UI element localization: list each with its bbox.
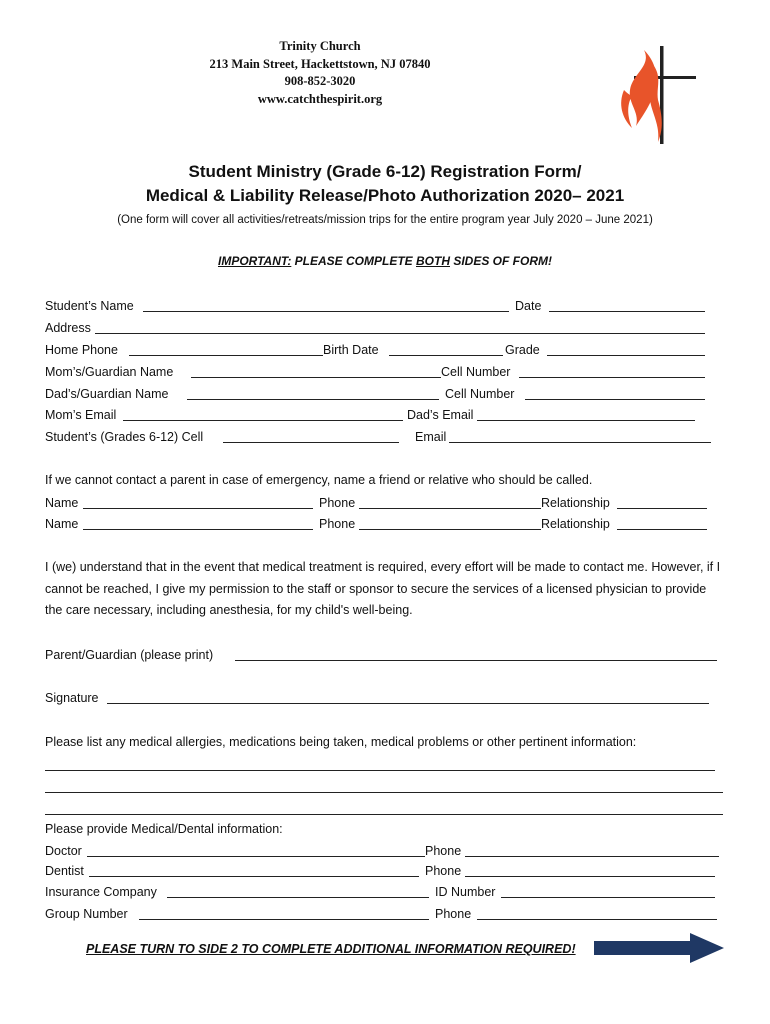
emergency-name-label-2: Name	[45, 517, 79, 531]
dad-email-label: Dad’s Email	[407, 408, 474, 422]
emergency-phone-label-1: Phone	[319, 496, 356, 510]
dentist-phone-field[interactable]	[465, 876, 715, 877]
signature-field[interactable]	[107, 703, 709, 704]
dad-cell-field[interactable]	[525, 399, 705, 400]
row-home-phone	[45, 340, 725, 360]
medical-info-line-2[interactable]	[45, 792, 723, 793]
medical-dental-heading: Please provide Medical/Dental information:	[45, 822, 283, 836]
grade-field[interactable]	[547, 355, 705, 356]
row-doctor	[45, 841, 725, 861]
dentist-label: Dentist	[45, 864, 84, 878]
row-emergency-2	[45, 514, 725, 534]
mom-cell-label: Cell Number	[441, 365, 511, 379]
important-lead: IMPORTANT:	[217, 254, 292, 268]
emergency-relationship-field-2[interactable]	[617, 529, 707, 530]
doctor-phone-label: Phone	[425, 844, 462, 858]
mom-email-field[interactable]	[123, 420, 403, 421]
emergency-relationship-label-1: Relationship	[541, 496, 610, 510]
doctor-phone-field[interactable]	[465, 856, 719, 857]
important-mid: PLEASE COMPLETE	[291, 254, 416, 268]
dad-cell-label: Cell Number	[445, 387, 515, 401]
mom-cell-field[interactable]	[519, 377, 705, 378]
student-cell-label: Student’s (Grades 6-12) Cell	[45, 430, 204, 444]
doctor-label: Doctor	[45, 844, 82, 858]
row-student-cell	[45, 427, 725, 447]
consent-paragraph: I (we) understand that in the event that medical treatment is required, every effort will be made to contact me. However, if I cannot be reached, I give my permission to the staff or sponsor to secure the services of a licensed physician to provide the care necessary, including anesthesia, for my child's well-being.	[45, 560, 721, 617]
row-mom-name	[45, 362, 725, 382]
row-student-name	[45, 296, 725, 316]
row-emails	[45, 405, 725, 425]
arrow-right-icon[interactable]	[592, 932, 726, 964]
grade-label: Grade	[505, 343, 540, 357]
guardian-print-field[interactable]	[235, 660, 717, 661]
turn-page-notice: PLEASE TURN TO SIDE 2 TO COMPLETE ADDITIONAL INFORMATION REQUIRED!	[86, 942, 576, 956]
id-number-label: ID Number	[435, 885, 496, 899]
emergency-relationship-field-1[interactable]	[617, 508, 707, 509]
emergency-phone-label-2: Phone	[319, 517, 356, 531]
birth-date-field[interactable]	[389, 355, 503, 356]
address-label: Address	[45, 321, 91, 335]
row-signature	[45, 688, 725, 708]
row-dad-name	[45, 384, 725, 404]
student-name-field[interactable]	[143, 311, 509, 312]
dentist-field[interactable]	[89, 876, 419, 877]
row-guardian-print	[45, 645, 725, 665]
form-subtitle: (One form will cover all activities/retreats/mission trips for the entire program year July 2020 – June 2021)	[117, 214, 653, 226]
address-field[interactable]	[95, 333, 705, 334]
emergency-phone-field-1[interactable]	[359, 508, 541, 509]
church-phone: 908-852-3020	[284, 74, 356, 88]
medical-info-line-3[interactable]	[45, 814, 723, 815]
guardian-print-label: Parent/Guardian (please print)	[45, 648, 214, 662]
insurance-field[interactable]	[167, 897, 429, 898]
church-header	[150, 38, 490, 108]
student-email-field[interactable]	[449, 442, 711, 443]
church-address: 213 Main Street, Hackettstown, NJ 07840	[209, 56, 431, 71]
form-title-line2: Medical & Liability Release/Photo Authorization 2020– 2021	[145, 186, 625, 205]
dad-email-field[interactable]	[477, 420, 695, 421]
student-cell-field[interactable]	[223, 442, 399, 443]
home-phone-field[interactable]	[129, 355, 323, 356]
form-title-line1: Student Ministry (Grade 6-12) Registration Form/	[188, 162, 582, 181]
doctor-field[interactable]	[87, 856, 425, 857]
important-tail: SIDES OF FORM!	[450, 254, 552, 268]
id-number-field[interactable]	[501, 897, 715, 898]
signature-label: Signature	[45, 691, 99, 705]
medical-info-line-1[interactable]	[45, 770, 715, 771]
cross-and-flame-icon	[614, 44, 698, 148]
emergency-name-field-2[interactable]	[83, 529, 313, 530]
mom-name-field[interactable]	[191, 377, 441, 378]
important-notice	[40, 254, 730, 268]
row-address	[45, 318, 725, 338]
group-number-field[interactable]	[139, 919, 429, 920]
medical-prompt: Please list any medical allergies, medications being taken, medical problems or other pertinent information:	[45, 735, 637, 749]
emergency-relationship-label-2: Relationship	[541, 517, 610, 531]
group-phone-label: Phone	[435, 907, 472, 921]
dentist-phone-label: Phone	[425, 864, 462, 878]
important-both: BOTH	[416, 254, 450, 268]
church-website: www.catchthespirit.org	[257, 91, 383, 106]
emergency-name-field-1[interactable]	[83, 508, 313, 509]
home-phone-label: Home Phone	[45, 343, 118, 357]
dad-name-field[interactable]	[187, 399, 439, 400]
church-name: Trinity Church	[279, 39, 361, 53]
date-field[interactable]	[549, 311, 705, 312]
insurance-label: Insurance Company	[45, 885, 157, 899]
row-dentist	[45, 861, 725, 881]
group-number-label: Group Number	[45, 907, 128, 921]
row-insurance	[45, 882, 725, 902]
row-emergency-1	[45, 493, 725, 513]
group-phone-field[interactable]	[477, 919, 717, 920]
mom-email-label: Mom’s Email	[45, 408, 117, 422]
dad-name-label: Dad’s/Guardian Name	[45, 387, 169, 401]
emergency-phone-field-2[interactable]	[359, 529, 541, 530]
student-email-label: Email	[415, 430, 447, 444]
mom-name-label: Mom’s/Guardian Name	[45, 365, 174, 379]
form-title	[40, 160, 730, 208]
emergency-name-label-1: Name	[45, 496, 79, 510]
emergency-intro: If we cannot contact a parent in case of emergency, name a friend or relative who should be called.	[45, 473, 593, 487]
row-group	[45, 904, 725, 924]
date-label: Date	[515, 299, 542, 313]
student-name-label: Student’s Name	[45, 299, 134, 313]
birth-date-label: Birth Date	[323, 343, 379, 357]
